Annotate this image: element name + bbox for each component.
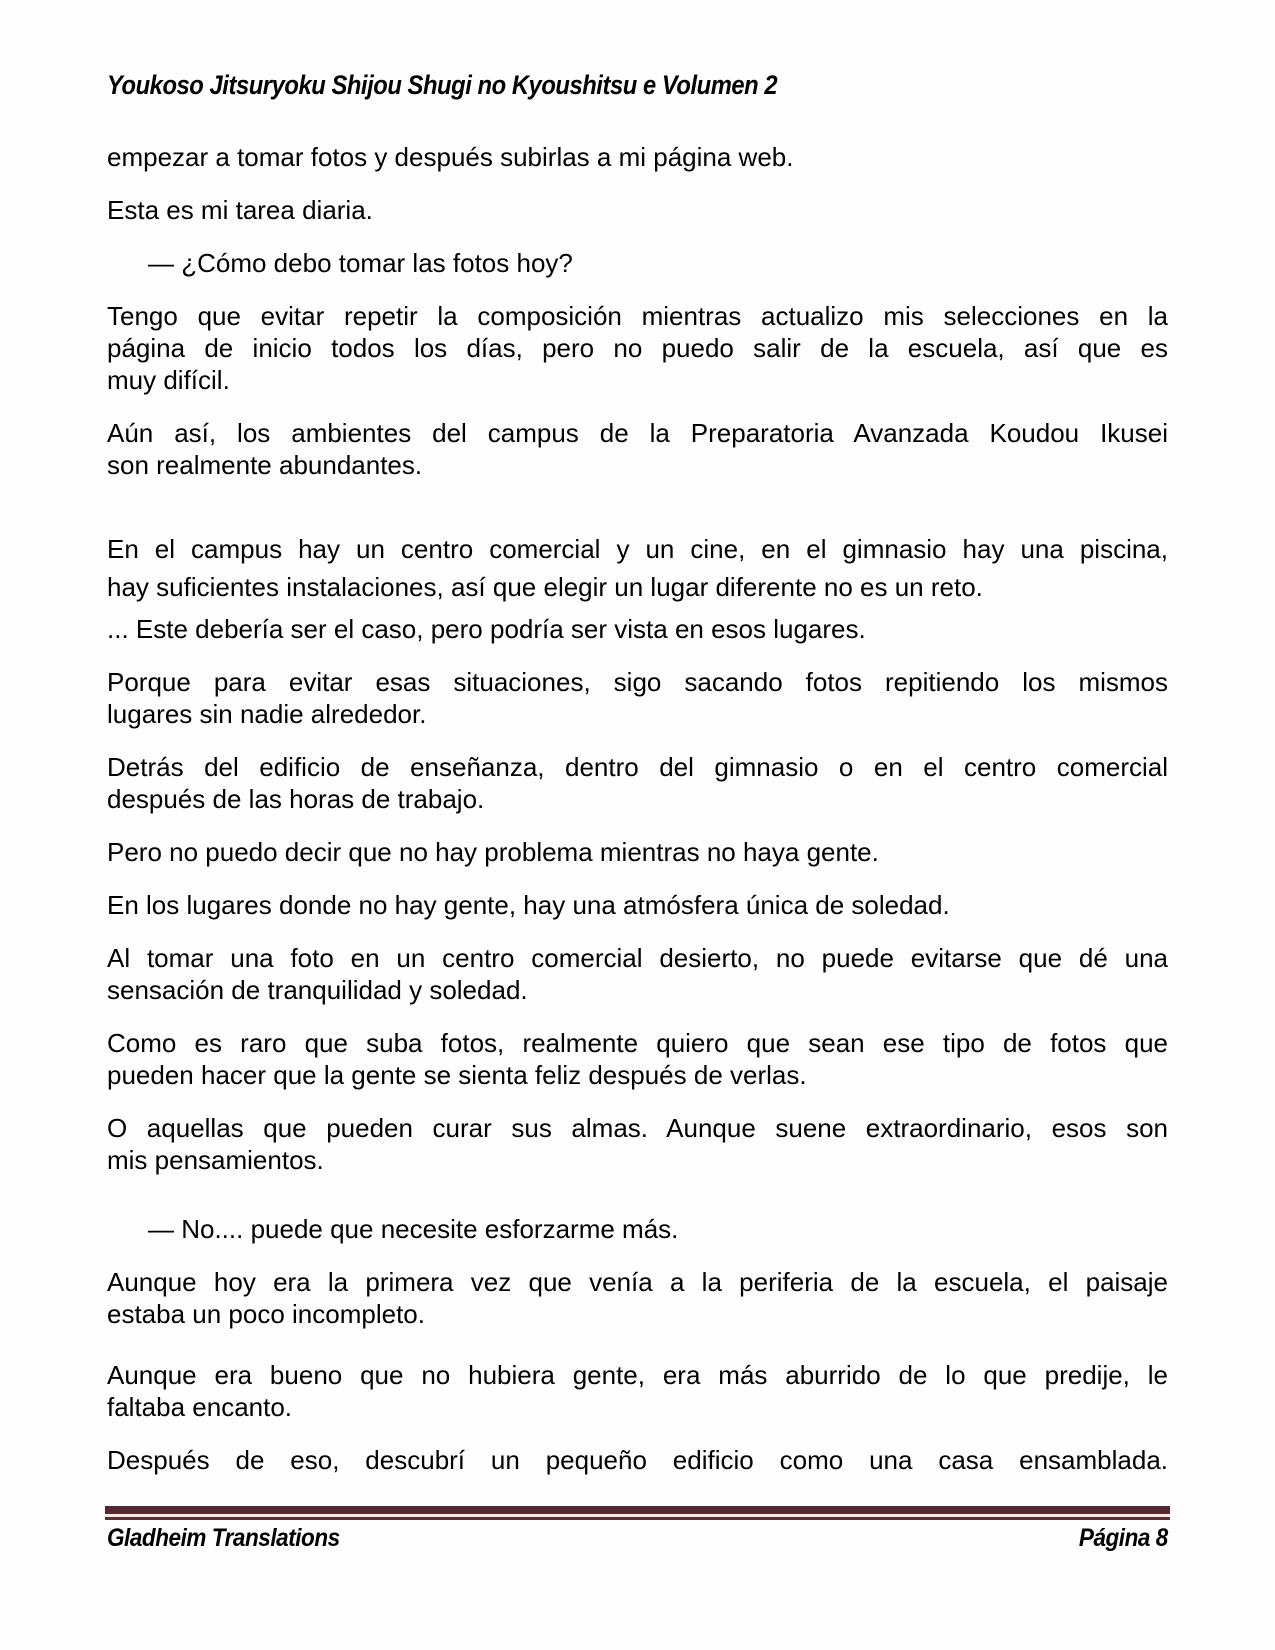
body-line: En el campus hay un centro comercial y un cine, en el gimnasio hay una piscina, [107,534,1168,564]
body-line: hay suficientes instalaciones, así que elegir un lugar diferente no es un reto. [107,572,983,602]
body-line: Al tomar una foto en un centro comercial desierto, no puede evitarse que dé una [107,943,1168,973]
body-line: Pero no puedo decir que no hay problema mientras no haya gente. [107,837,879,867]
paragraph [107,194,1168,226]
body-line: mis pensamientos. [107,1145,324,1175]
body-line: lugares sin nadie alrededor. [107,699,427,729]
footer-rule-thick-line [105,1506,1170,1514]
body-line: muy difícil. [107,365,230,395]
paragraph [107,751,1168,815]
footer-rule [105,1506,1170,1520]
body-line: empezar a tomar fotos y después subirlas a mi página web. [107,142,794,172]
body-line: O aquellas que pueden curar sus almas. Aunque suene extraordinario, esos son [107,1113,1168,1143]
body-line: — No.... puede que necesite esforzarme más. [148,1214,679,1244]
paragraph [107,666,1168,730]
paragraph [107,613,1168,645]
dialogue-paragraph [107,1213,1168,1245]
body-line: Aún así, los ambientes del campus de la Preparatoria Avanzada Koudou Ikusei [107,418,1168,448]
page-footer [107,1524,1168,1553]
dialogue-paragraph [107,247,1168,279]
paragraph [107,530,1168,606]
body-line: después de las horas de trabajo. [107,784,485,814]
body-line: ... Este debería ser el caso, pero podría ser vista en esos lugares. [107,614,866,644]
paragraph [107,1266,1168,1330]
body-line: estaba un poco incompleto. [107,1299,425,1329]
body-line: — ¿Cómo debo tomar las fotos hoy? [148,248,573,278]
body-line: faltaba encanto. [107,1392,293,1422]
paragraph [107,836,1168,868]
body-line: pueden hacer que la gente se sienta feliz después de verlas. [107,1060,807,1090]
body-line: son realmente abundantes. [107,450,423,480]
page-title: Youkoso Jitsuryoku Shijou Shugi no Kyoushitsu e Volumen 2 [107,70,778,100]
footer-rule-thin-line [105,1517,1170,1520]
body-line: En los lugares donde no hay gente, hay una atmósfera única de soledad. [107,890,950,920]
footer-page-number: Página 8 [1079,1524,1168,1552]
paragraph [107,942,1168,1006]
paragraph [107,1444,1168,1476]
body-line: Como es raro que suba fotos, realmente quiero que sean ese tipo de fotos que [107,1028,1168,1058]
body-line: Aunque hoy era la primera vez que venía a la periferia de la escuela, el paisaje [107,1267,1168,1297]
body-line: Detrás del edificio de enseñanza, dentro del gimnasio o en el centro comercial [107,752,1168,782]
paragraph [107,1112,1168,1176]
body-line: sensación de tranquilidad y soledad. [107,975,528,1005]
paragraph [107,1027,1168,1091]
body-line: página de inicio todos los días, pero no puedo salir de la escuela, así que es [107,333,1168,363]
footer-translator-label: Gladheim Translations [107,1524,340,1552]
paragraph [107,141,1168,173]
body-line: Después de eso, descubrí un pequeño edificio como una casa ensamblada. [107,1445,1168,1475]
paragraph [107,1359,1168,1423]
paragraph [107,417,1168,481]
paragraph [107,300,1168,396]
body-line: Porque para evitar esas situaciones, sigo sacando fotos repitiendo los mismos [107,667,1168,697]
body-line: Tengo que evitar repetir la composición mientras actualizo mis selecciones en la [107,301,1168,331]
page-header [107,70,1168,101]
page-body [107,141,1168,1476]
body-line: Aunque era bueno que no hubiera gente, era más aburrido de lo que predije, le [107,1360,1168,1390]
paragraph [107,889,1168,921]
body-line: Esta es mi tarea diaria. [107,195,373,225]
